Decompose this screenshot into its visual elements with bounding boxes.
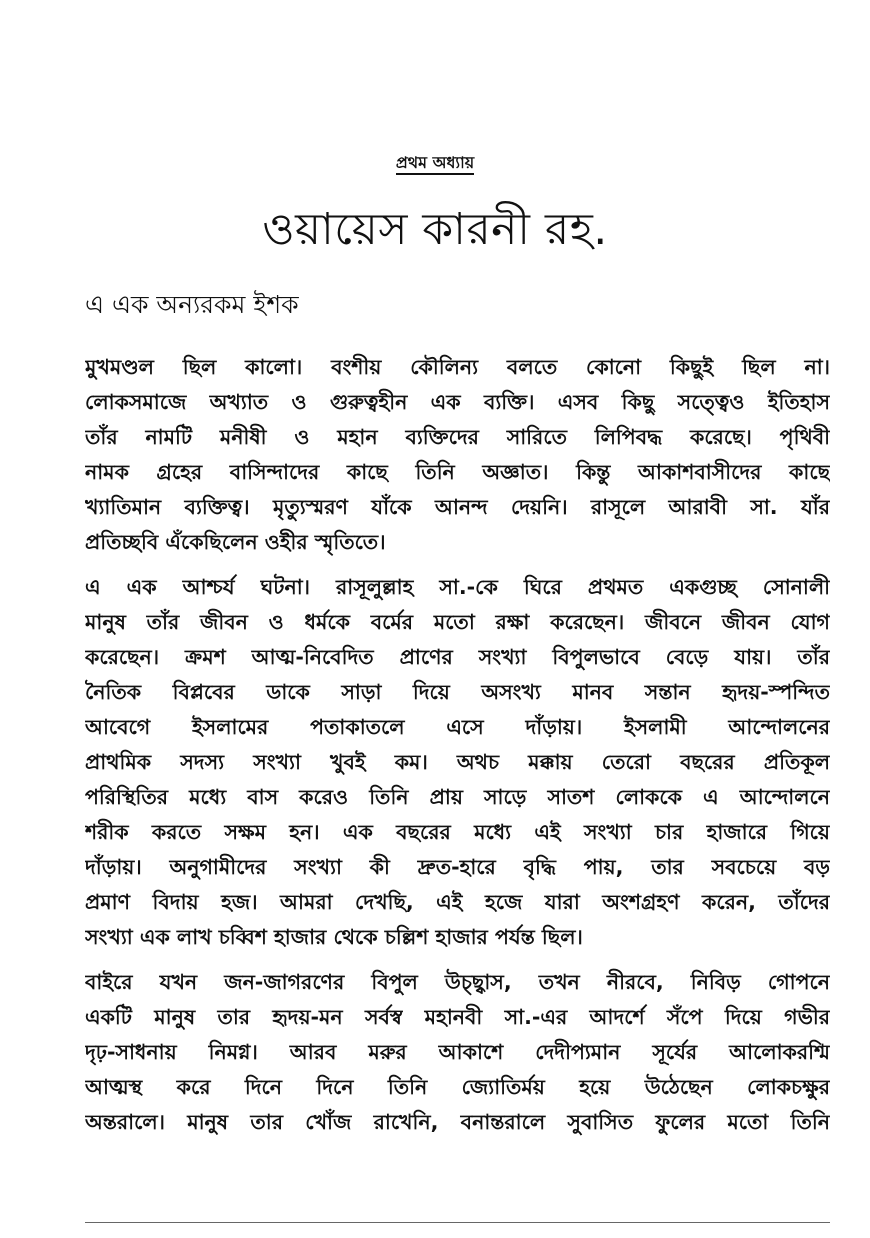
- text-line: একটি মানুষ তার হৃদয়-মন সর্বস্ব মহানবী সা.-এর আদর্শে সঁপে দিয়ে গভীর: [85, 1005, 830, 1029]
- chapter-label: [0, 150, 870, 177]
- text-line: প্রতিচ্ছবি এঁকেছিলেন ওইীর স্মৃতিতে।: [85, 530, 386, 554]
- text-line: দাঁড়ায়। অনুগামীদের সংখ্যা কী দ্রুত-হারে বৃদ্ধি পায়, তার সবচেয়ে বড়: [85, 855, 830, 879]
- text-line: প্রাথমিক সদস্য সংখ্যা খুবই কম। অথচ মক্কায় তেরো বছরের প্রতিকূল: [85, 750, 830, 774]
- text-line: নামক গ্রহের বাসিন্দাদের কাছে তিনি অজ্ঞাত। কিন্তু আকাশবাসীদের কাছে: [85, 460, 830, 484]
- text-line: এ এক আশ্চর্য ঘটনা। রাসূলুল্লাহ সা.-কে ঘিরে প্রথমত একগুচ্ছ সোনালী: [85, 575, 830, 599]
- text-line: করেছেন। ক্রমশ আত্ম-নিবেদিত প্রাণের সংখ্যা বিপুলভাবে বেড়ে যায়। তাঁর: [85, 645, 830, 669]
- paragraph-2: [85, 570, 830, 955]
- text-line: আবেগে ইসলামের পতাকাতলে এসে দাঁড়ায়। ইসলামী আন্দোলনের: [85, 715, 830, 739]
- body-text: [85, 350, 830, 1150]
- text-line: মুখমণ্ডল ছিল কালো। বংশীয় কৌলিন্য বলতে কোনো কিছুই ছিল না।: [85, 355, 830, 379]
- text-line: প্রমাণ বিদায় হজ। আমরা দেখছি, এই হজে যারা অংশগ্রহণ করেন, তাঁদের: [85, 890, 830, 914]
- text-line: বাইরে যখন জন-জাগরণের বিপুল উচ্ছ্বাস, তখন নীরবে, নিবিড় গোপনে: [85, 970, 830, 994]
- paragraph-3: [85, 965, 830, 1140]
- text-line: দৃঢ়-সাধনায় নিমগ্ন। আরব মরুর আকাশে দেদীপ্যমান সূর্যের আলোকরশ্মি: [85, 1040, 830, 1064]
- text-line: লোকসমাজে অখ্যাত ও গুরুত্বহীন এক ব্যক্তি। এসব কিছু সত্ত্বেও ইতিহাস: [85, 390, 830, 414]
- text-line: নৈতিক বিপ্লবের ডাকে সাড়া দিয়ে অসংখ্য মানব সন্তান হৃদয়-স্পন্দিত: [85, 680, 830, 704]
- text-line: পরিস্থিতির মধ্যে বাস করেও তিনি প্রায় সাড়ে সাতশ লোককে এ আন্দোলনে: [85, 785, 830, 809]
- paragraph-1: [85, 350, 830, 560]
- text-line: খ্যাতিমান ব্যক্তিত্ব। মৃত্যুস্মরণ যাঁকে আনন্দ দেয়নি। রাসূলে আরাবী সা. যাঁর: [85, 495, 830, 519]
- text-line: অন্তরালে। মানুষ তার খোঁজ রাখেনি, বনান্তরালে সুবাসিত ফুলের মতো তিনি: [85, 1110, 830, 1134]
- text-line: শরীক করতে সক্ষম হন। এক বছরের মধ্যে এই সংখ্যা চার হাজারে গিয়ে: [85, 820, 830, 844]
- text-line: তাঁর নামটি মনীষী ও মহান ব্যক্তিদের সারিতে লিপিবদ্ধ করেছে। পৃথিবী: [85, 425, 830, 449]
- chapter-label-text: প্রথম অধ্যায়: [396, 153, 474, 175]
- footer-divider: [85, 1222, 830, 1223]
- text-line: আত্মস্থ করে দিনে দিনে তিনি জ্যোতির্ময় হয়ে উঠেছেন লোকচক্ষুর: [85, 1075, 830, 1099]
- text-line: সংখ্যা এক লাখ চব্বিশ হাজার থেকে চল্লিশ হাজার পর্যন্ত ছিল।: [85, 925, 583, 949]
- chapter-title: ওয়ায়েস কারনী রহ.: [262, 204, 608, 255]
- section-subtitle: এ এক অন্যরকম ইশক: [85, 290, 299, 319]
- text-line: মানুষ তাঁর জীবন ও ধর্মকে বর্মের মতো রক্ষা করেছেন। জীবনে জীবন যোগ: [85, 610, 830, 634]
